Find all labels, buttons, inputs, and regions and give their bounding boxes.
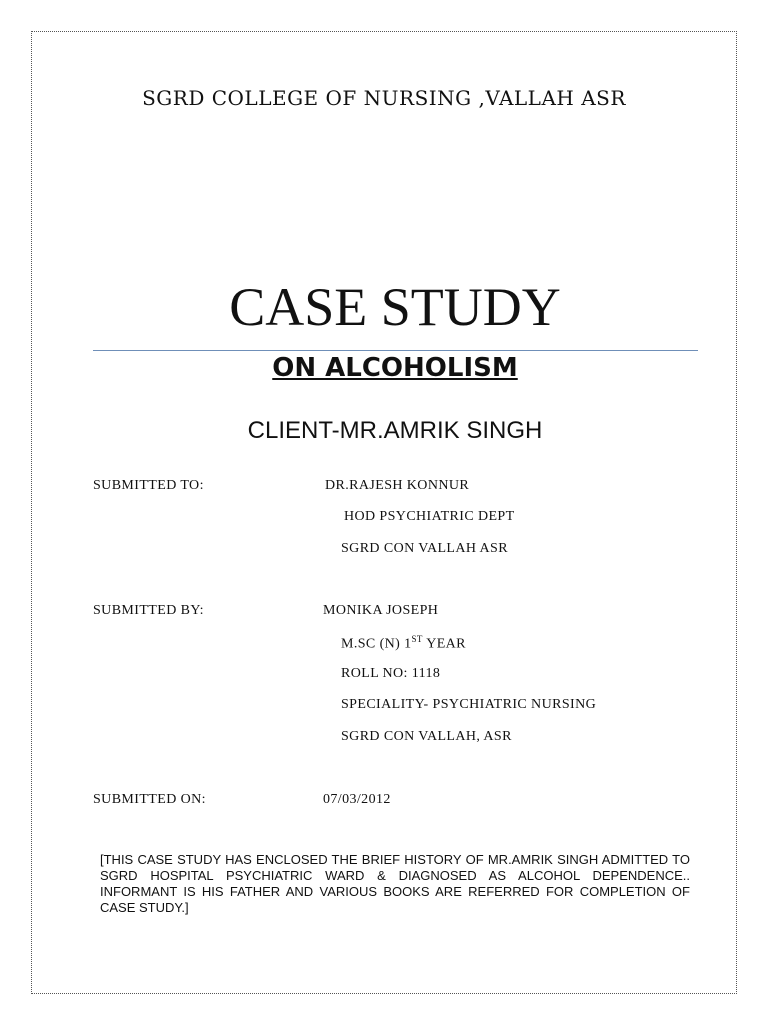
submitted-to-label: SUBMITTED TO: bbox=[93, 478, 204, 493]
submitted-on-date: 07/03/2012 bbox=[323, 792, 391, 807]
course-prefix: M.SC (N) 1 bbox=[341, 636, 412, 652]
course-superscript: ST bbox=[411, 634, 423, 644]
document-subtitle: ON ALCOHOLISM bbox=[272, 353, 518, 383]
college-name: SGRD COLLEGE OF NURSING ,VALLAH ASR bbox=[142, 86, 626, 110]
submitted-by-roll: ROLL NO: 1118 bbox=[341, 666, 441, 681]
submitted-to-dept: HOD PSYCHIATRIC DEPT bbox=[344, 509, 515, 524]
submitted-to-institution: SGRD CON VALLAH ASR bbox=[341, 541, 508, 556]
submitted-by-name: MONIKA JOSEPH bbox=[323, 603, 439, 618]
case-study-note: [THIS CASE STUDY HAS ENCLOSED THE BRIEF HISTORY OF MR.AMRIK SINGH ADMITTED TO SGRD HOSPITAL PSYCHIATRIC WARD & DIAGNOSED AS ALCOHOL DEPENDENCE.. INFORMANT IS HIS FATHER AND VARIOUS BOOKS ARE REFERRED FOR COMPLETION OF CASE STUDY.] bbox=[100, 852, 690, 915]
submitted-on-label: SUBMITTED ON: bbox=[93, 792, 206, 807]
submitted-to-name: DR.RAJESH KONNUR bbox=[325, 478, 470, 493]
submitted-by-course bbox=[341, 634, 466, 653]
submitted-by-institution: SGRD CON VALLAH, ASR bbox=[341, 729, 512, 744]
title-divider bbox=[93, 350, 698, 351]
course-suffix: YEAR bbox=[422, 636, 466, 652]
document-title: CASE STUDY bbox=[229, 277, 561, 337]
submitted-by-label: SUBMITTED BY: bbox=[93, 603, 204, 618]
submitted-by-speciality: SPECIALITY- PSYCHIATRIC NURSING bbox=[341, 697, 597, 712]
client-name: CLIENT-MR.AMRIK SINGH bbox=[247, 417, 543, 444]
